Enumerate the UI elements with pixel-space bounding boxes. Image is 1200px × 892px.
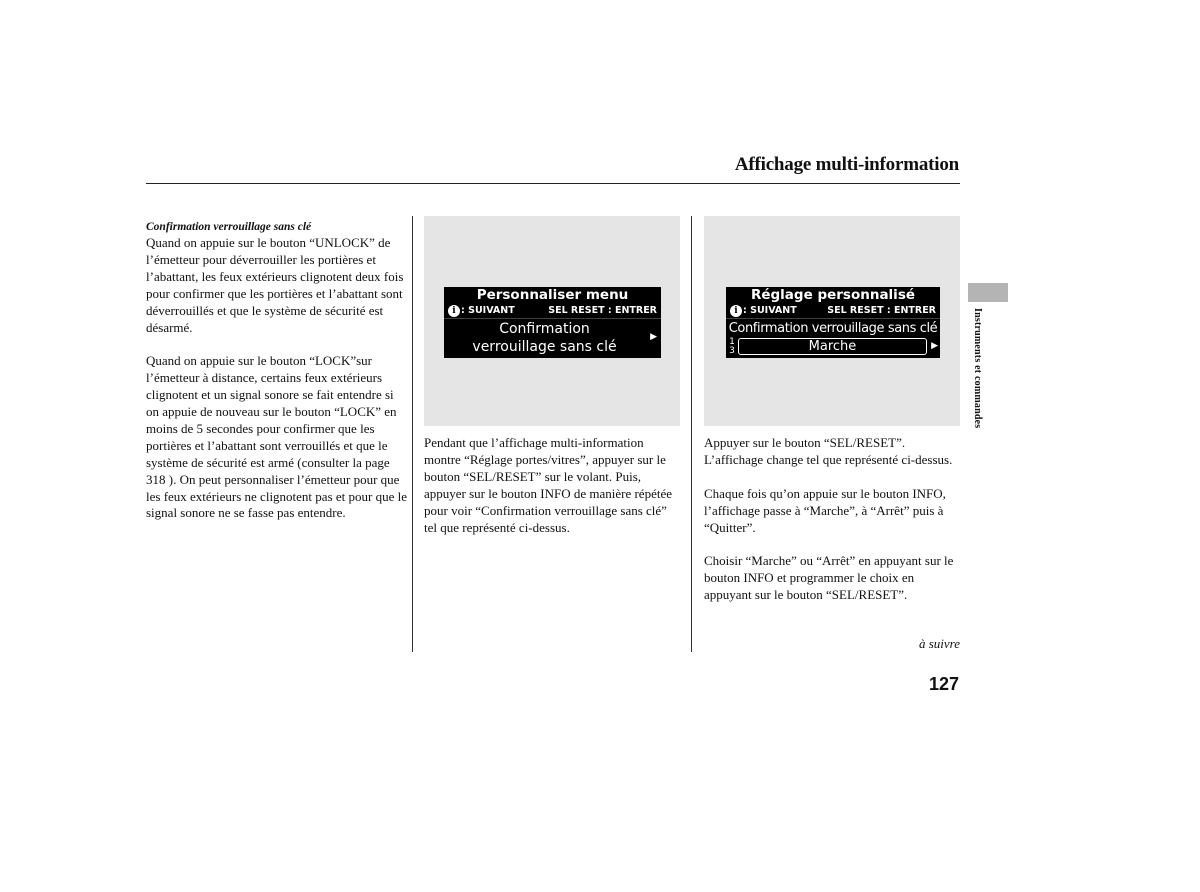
lcd-next-hint — [730, 304, 797, 318]
lcd-line-2: verrouillage sans clé — [472, 339, 617, 355]
paragraph-unlock: Quand on appuie sur le bouton “UNLOCK” de l’émetteur pour déverrouiller les portières et l’abattant, les feux extérieurs clignotent deux fois pour confirmer que les portières et l’abattant sont déverrouillés et que le système de sécurité est désarmé. — [146, 235, 404, 335]
header-rule — [146, 183, 960, 184]
paragraph-info-cycle: Chaque fois qu’on appuie sur le bouton INFO, l’affichage passe à “Marche”, à “Arrêt” puis à “Quitter”. — [704, 485, 946, 535]
section-heading: Confirmation verrouillage sans clé — [146, 221, 312, 233]
lcd-line-1: Confirmation verrouillage sans clé — [728, 321, 938, 336]
paragraph-sel-reset: Appuyer sur le bouton “SEL/RESET”. L’affichage change tel que représenté ci-dessus. — [704, 435, 953, 467]
paragraph-choose: Choisir “Marche” ou “Arrêt” en appuyant sur le bouton INFO et programmer le choix en appuyant sur le bouton “SEL/RESET”. — [704, 553, 954, 603]
lcd-subline — [448, 304, 657, 318]
section-tab-label: Instruments et commandes — [972, 308, 983, 429]
lcd-selected-value: Marche — [738, 338, 927, 355]
column-divider-1 — [412, 216, 413, 652]
lcd-next-hint — [448, 304, 515, 318]
continued-note: à suivre — [918, 636, 960, 651]
lcd-title: Réglage personnalisé — [750, 287, 916, 303]
lcd-counter-top: 1 — [729, 337, 735, 347]
lcd-separator — [444, 318, 661, 319]
lcd-next-label: : SUIVANT — [461, 305, 515, 316]
lcd-separator — [726, 318, 940, 319]
lcd-screen — [726, 287, 940, 358]
column-middle — [424, 435, 682, 536]
lcd-screen — [444, 287, 661, 358]
lcd-counter-bottom: 3 — [729, 346, 735, 356]
lcd-subline — [730, 304, 936, 318]
lcd-line-1: Confirmation — [499, 321, 590, 337]
paragraph-lock: Quand on appuie sur le bouton “LOCK”sur l’émetteur à distance, certains feux extérieurs clignotent et un signal sonore se fait entendre si on appuie de nouveau sur le bouton “LOCK” en moins de 5 secondes pour confirmer que les portières et l’abattant sont verrouillés et que le système de sécurité est armé (consulter la page 318 ). On peut personnaliser l’émetteur pour que les feux extérieurs ne clignotent pas et pour que le signal sonore ne se fasse pas entendre. — [146, 353, 407, 521]
lcd-enter-label: SEL RESET : ENTRER — [548, 305, 657, 316]
figure-customize-menu — [424, 216, 680, 426]
page-title: Affichage multi-information — [734, 154, 959, 175]
lcd-body — [444, 320, 645, 356]
lcd-title: Personnaliser menu — [476, 287, 629, 303]
column-right — [704, 435, 960, 604]
right-arrow-icon: ▶ — [650, 332, 657, 342]
right-arrow-icon: ▶ — [931, 341, 938, 351]
lcd-next-label: : SUIVANT — [743, 305, 797, 316]
figure-custom-setting — [704, 216, 960, 426]
paragraph-instructions: Pendant que l’affichage multi-information montre “Réglage portes/vitres”, appuyer sur le bouton “SEL/RESET” sur le volant. Puis, appuyer sur le bouton INFO de manière répétée pour voir “Confirmation verrouillage sans clé” tel que représenté ci-dessus. — [424, 435, 672, 535]
lcd-enter-label: SEL RESET : ENTRER — [827, 305, 936, 316]
column-left — [146, 220, 408, 522]
info-icon: i — [448, 305, 460, 317]
section-tab — [968, 283, 1008, 302]
page-number: 127 — [928, 674, 959, 694]
info-icon: i — [730, 305, 742, 317]
column-divider-2 — [691, 216, 692, 652]
lcd-counter — [728, 338, 736, 356]
